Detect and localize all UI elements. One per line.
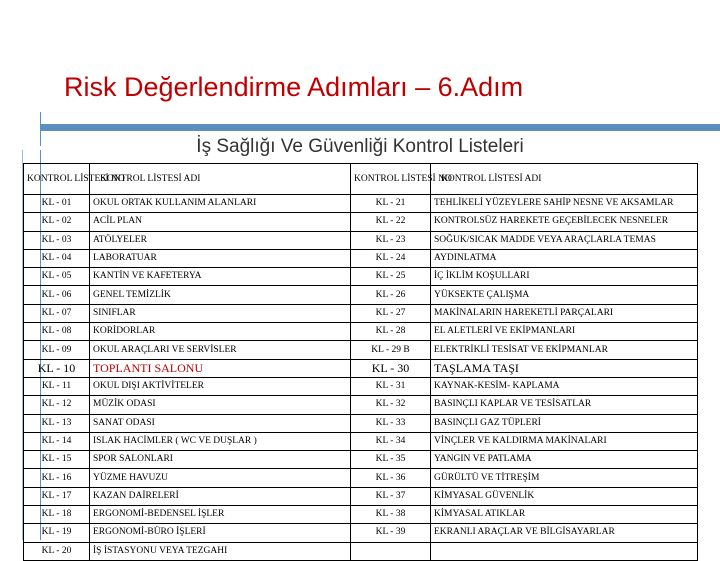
checklist-name: OKUL ARAÇLARI VE SERVİSLER <box>90 341 351 359</box>
page-title: Risk Değerlendirme Adımları – 6.Adım <box>64 72 524 102</box>
checklist-name: OKUL DIŞI AKTİVİTELER <box>90 377 351 395</box>
checklist-name: OKUL ORTAK KULLANIM ALANLARI <box>90 195 351 213</box>
table-row <box>24 542 698 560</box>
checklist-number: KL - 05 <box>24 268 90 286</box>
header-name-left: KONTROL LİSTESİ ADI <box>90 164 351 195</box>
checklist-number: KL - 38 <box>351 506 431 524</box>
checklist-name: SPOR SALONLARI <box>90 451 351 469</box>
checklist-name: AYDINLATMA <box>431 249 698 267</box>
checklist-name: TEHLİKELİ YÜZEYLERE SAHİP NESNE VE AKSAMLAR <box>431 195 698 213</box>
checklist-number: KL - 16 <box>24 469 90 487</box>
checklist-number: KL - 21 <box>351 195 431 213</box>
checklist-name: KANTİN VE KAFETERYA <box>90 268 351 286</box>
checklist-number: KL - 06 <box>24 286 90 304</box>
checklist-number: KL - 04 <box>24 249 90 267</box>
checklist-number: KL - 13 <box>24 414 90 432</box>
table-row <box>24 524 698 542</box>
checklist-number: KL - 27 <box>351 304 431 322</box>
checklist-number: KL - 28 <box>351 323 431 341</box>
checklist-name: ATÖLYELER <box>90 231 351 249</box>
table-row <box>24 249 698 267</box>
checklist-name: YÜZME HAVUZU <box>90 469 351 487</box>
checklist-number: KL - 18 <box>24 506 90 524</box>
table-row <box>24 506 698 524</box>
table-row <box>24 231 698 249</box>
checklist-name: MÜZİK ODASI <box>90 396 351 414</box>
checklist-number: KL - 24 <box>351 249 431 267</box>
checklist-number: KL - 29 B <box>351 341 431 359</box>
checklist-name: KAZAN DAİRELERİ <box>90 487 351 505</box>
checklist-number: KL - 34 <box>351 432 431 450</box>
header-no-right: KONTROL LİSTESİ NO <box>351 164 431 195</box>
checklist-number: KL - 39 <box>351 524 431 542</box>
checklist-number: KL - 01 <box>24 195 90 213</box>
checklist-name: ISLAK HACİMLER ( WC VE DUŞLAR ) <box>90 432 351 450</box>
checklist-number: KL - 03 <box>24 231 90 249</box>
checklist-number: KL - 11 <box>24 377 90 395</box>
table-row <box>24 451 698 469</box>
checklist-name: SANAT ODASI <box>90 414 351 432</box>
checklist-name: TAŞLAMA TAŞI <box>431 359 698 377</box>
table-row <box>24 323 698 341</box>
table-row <box>24 414 698 432</box>
header-no-left: KONTROL LİSTESİ NO <box>24 164 90 195</box>
checklist-number: KL - 23 <box>351 231 431 249</box>
checklist-name: LABORATUAR <box>90 249 351 267</box>
checklist-name: VİNÇLER VE KALDIRMA MAKİNALARI <box>431 432 698 450</box>
checklist-name: SINIFLAR <box>90 304 351 322</box>
checklist-number: KL - 12 <box>24 396 90 414</box>
header-name-right: KONTROL LİSTESİ ADI <box>431 164 698 195</box>
checklist-name: KİMYASAL GÜVENLİK <box>431 487 698 505</box>
checklist-name: KAYNAK-KESİM- KAPLAMA <box>431 377 698 395</box>
checklist-name: EKRANLI ARAÇLAR VE BİLGİSAYARLAR <box>431 524 698 542</box>
table-row <box>24 396 698 414</box>
checklist-number: KL - 36 <box>351 469 431 487</box>
checklist-name: ERGONOMİ-BEDENSEL İŞLER <box>90 506 351 524</box>
checklist-number: KL - 09 <box>24 341 90 359</box>
checklist-name: YÜKSEKTE ÇALIŞMA <box>431 286 698 304</box>
checklist-number <box>351 542 431 560</box>
checklist-number: KL - 35 <box>351 451 431 469</box>
table-row <box>24 432 698 450</box>
checklist-number: KL - 07 <box>24 304 90 322</box>
checklist-number: KL - 26 <box>351 286 431 304</box>
table-row <box>24 286 698 304</box>
checklist-table <box>23 163 698 561</box>
checklist-name: BASINÇLI GAZ TÜPLERİ <box>431 414 698 432</box>
checklist-number: KL - 08 <box>24 323 90 341</box>
table-row <box>24 195 698 213</box>
table-row <box>24 359 698 377</box>
checklist-number: KL - 25 <box>351 268 431 286</box>
checklist-name: YANGIN VE PATLAMA <box>431 451 698 469</box>
accent-horizontal-bar <box>40 124 720 131</box>
checklist-number: KL - 32 <box>351 396 431 414</box>
checklist-number: KL - 31 <box>351 377 431 395</box>
checklist-number: KL - 17 <box>24 487 90 505</box>
table-row <box>24 268 698 286</box>
table-row <box>24 341 698 359</box>
checklist-number: KL - 19 <box>24 524 90 542</box>
checklist-name: SOĞUK/SICAK MADDE VEYA ARAÇLARLA TEMAS <box>431 231 698 249</box>
checklist-name: KİMYASAL ATIKLAR <box>431 506 698 524</box>
checklist-name: İŞ İSTASYONU VEYA TEZGAHI <box>90 542 351 560</box>
checklist-name: ERGONOMİ-BÜRO İŞLERİ <box>90 524 351 542</box>
checklist-name: GENEL TEMİZLİK <box>90 286 351 304</box>
table-row <box>24 487 698 505</box>
checklist-name: TOPLANTI SALONU <box>90 359 351 377</box>
checklist-number: KL - 10 <box>24 359 90 377</box>
checklist-name: MAKİNALARIN HAREKETLİ PARÇALARI <box>431 304 698 322</box>
table-row <box>24 377 698 395</box>
checklist-name: GÜRÜLTÜ VE TİTREŞİM <box>431 469 698 487</box>
checklist-name: BASINÇLI KAPLAR VE TESİSATLAR <box>431 396 698 414</box>
checklist-number: KL - 30 <box>351 359 431 377</box>
checklist-name: KORİDORLAR <box>90 323 351 341</box>
checklist-number: KL - 33 <box>351 414 431 432</box>
checklist-name <box>431 542 698 560</box>
checklist-number: KL - 22 <box>351 213 431 231</box>
checklist-number: KL - 02 <box>24 213 90 231</box>
checklist-name: İÇ İKLİM KOŞULLARI <box>431 268 698 286</box>
checklist-number: KL - 15 <box>24 451 90 469</box>
checklist-name: ACİL PLAN <box>90 213 351 231</box>
checklist-name: ELEKTRİKLİ TESİSAT VE EKİPMANLAR <box>431 341 698 359</box>
table-row <box>24 304 698 322</box>
table-row <box>24 213 698 231</box>
checklist-number: KL - 37 <box>351 487 431 505</box>
table-header-row <box>24 164 698 195</box>
table-row <box>24 469 698 487</box>
checklist-name: KONTROLSÜZ HAREKETE GEÇEBİLECEK NESNELER <box>431 213 698 231</box>
checklist-name: EL ALETLERİ VE EKİPMANLARI <box>431 323 698 341</box>
checklist-number: KL - 14 <box>24 432 90 450</box>
page-subtitle: İş Sağlığı Ve Güvenliği Kontrol Listeleri <box>196 136 524 157</box>
checklist-number: KL - 20 <box>24 542 90 560</box>
